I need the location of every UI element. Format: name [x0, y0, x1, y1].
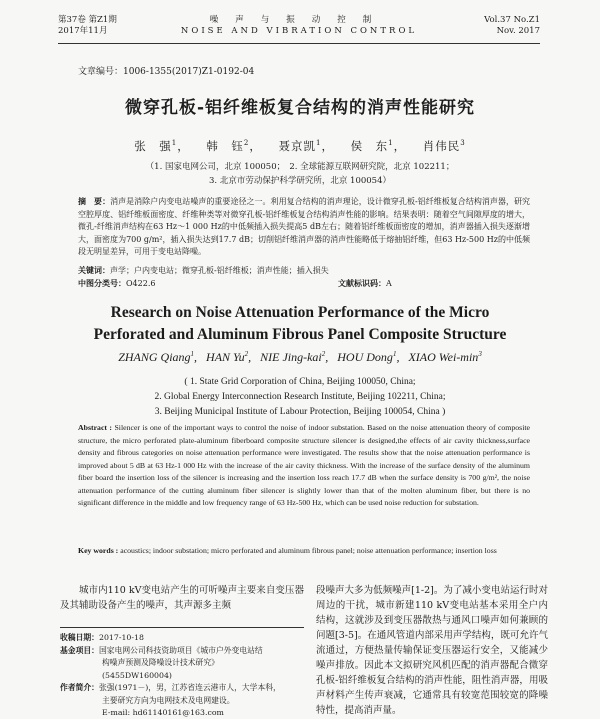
- body-paragraph: 段噪声大多为低频噪声[1-2]。为了减小变电站运行时对周边的干扰，城市新建110 kV变电站基本采用全户内结构，这就涉及到变压器散热与通风口噪声如何兼顾的问题[3-5]。在通风管道内部采用声学结构，既可允许气流通过，方便热量传输保证变压器运行安全，又能减少噪声排放。因此本文拟研究风机匹配的消声器配合微穿孔板-铝纤维板复合结构的消声性能，阻性消声器，用吸声材料产生传声衰减，它通常具有较宽范围较宽的降噪特性，提高消声量。: [316, 585, 548, 716]
- keywords-text-cn: 声学；户内变电站；微穿孔板-铝纤维板；消声性能；插入损失: [110, 266, 329, 275]
- journal-title-cn: 噪声与振动控制: [209, 15, 389, 25]
- author-en: HOU Dong$^1$,: [337, 350, 400, 364]
- volume-issue: 第37卷 第Z1期: [58, 15, 117, 25]
- title-line: Research on Noise Attenuation Performance of the Micro: [110, 304, 490, 321]
- issue-date: 2017年11月: [58, 26, 108, 36]
- author-bio-cont: 主要研究方向为电网技术及电网建设。: [102, 695, 235, 705]
- author-cn: 张 强$^1$，: [134, 139, 190, 153]
- author-cn: 韩 钰$^2$，: [206, 139, 262, 153]
- paper-title-cn: 微穿孔板-铝纤维板复合结构的消声性能研究: [124, 98, 476, 118]
- author-list-cn: [0, 138, 600, 154]
- document-code: 文献标识码：A: [338, 278, 392, 288]
- keywords-label-cn: 关键词：: [78, 265, 110, 275]
- affiliations-en: [0, 375, 600, 420]
- clc-code: O422.6: [126, 279, 156, 288]
- volume-issue-en: Vol.37 No.Z1: [484, 15, 540, 25]
- keywords-text-en: acoustics; indoor substation; micro perforated and aluminum fibrous panel; noise attenuation performance; insertion loss: [120, 546, 497, 555]
- classification-row: [78, 277, 530, 290]
- article-number: 文章编号：1006-1355(2017)Z1-0192-04: [78, 67, 255, 77]
- abstract-text-en: Silencer is one of the important ways to control the noise of indoor substation. Based on the noise attenuation theory of composite structure, the micro perforated plate-aluminum fiberboard composite structure silencer is designed,the effects of air cavity thickness,surface density and fibrous categories on noise attenuation performance were investigated. The results show that the noise attenuation performance is improved about 5 dB at 63 Hz-1 000 Hz with the increase of the air cavity thickness. With the increase of the surface density of the aluminum fiber board the insertion loss of the silencer is increasing and the insertion loss reach 17.7 dB when the surface density is 700 g/m², the noise attenuation performance of the cutting aluminum fiber silencer is slightly lower than that of the molten aluminum fiber, but there is no significant difference in the middle and low frequency range of 63 Hz-500 Hz, which can be used noise reduction for substation.: [78, 423, 530, 507]
- abstract-en: [78, 422, 530, 510]
- author-en: ZHANG Qiang$^1$,: [118, 350, 198, 364]
- abstract-label-en: Abstract :: [78, 423, 113, 432]
- issue-date-en: Nov. 2017: [496, 26, 540, 36]
- body-paragraph: 城市内110 kV变电站产生的可听噪声主要来自变压器及其辅助设备产生的噪声，其声源多主频: [60, 585, 304, 611]
- clc-label: 中图分类号：: [78, 278, 126, 288]
- abstract-text-cn: 消声是消除户内变电站噪声的重要途径之一。利用复合结构的消声理论，设计微穿孔板-铝纤维板复合结构消声器，研究空腔厚度、铝纤维板面密度、纤维种类等对微穿孔板-铝纤维板复合结构消声性能的影响。结果表明：随着空气间隙厚度的增大，微孔-纤维消声结构在63 Hz～1 000 Hz的中低频插入损失提高5 dB左右；随着铝纤维板面密度的增加，消声器插入损失逐渐增大，面密度为700 g/m²，插入损失达到17.7 dB；切削铝纤维消声器的消声性能略低于熔抽铝纤维，但63 Hz-500 Hz的中低频段无明显差异，可用于变电站降噪。: [78, 197, 530, 256]
- journal-title-en: NOISE AND VIBRATION CONTROL: [180, 26, 418, 36]
- title-line: Perforated and Aluminum Fibrous Panel Composite Structure: [93, 326, 507, 343]
- author-en: NIE Jing-kai$^2$,: [260, 350, 329, 364]
- keywords-label-en: Key words :: [78, 546, 119, 555]
- journal-title: [58, 15, 540, 37]
- running-header: [58, 14, 540, 44]
- fund-project-cont: 构噪声预测及降噪设计技术研究》: [102, 658, 219, 667]
- author-cn: 聂京凯$^1$，: [278, 139, 334, 153]
- footnote: [60, 627, 304, 719]
- author-en: XIAO Wei-$\min^3$: [408, 350, 482, 364]
- received-date: 收稿日期： 2017-10-18: [60, 633, 144, 642]
- affiliation-line-en: 3. Beijing Municipal Institute of Labour Protection, Beijing 100054, China ): [154, 407, 446, 417]
- affiliations-cn: [0, 160, 600, 188]
- affiliation-line-en: 2. Global Energy Interconnection Research Institute, Beijing 102211, China;: [154, 392, 446, 402]
- author-list-en: [0, 350, 600, 365]
- affiliation-line-en: ( 1. State Grid Corporation of China, Beijing 100050, China;: [184, 377, 416, 387]
- author-cn: 侯 东$^1$，: [350, 139, 407, 153]
- fund-project-number: (5455DW160004): [102, 670, 172, 680]
- body-column-right: [316, 583, 548, 718]
- fund-project: 基金项目： 国家电网公司科技资助项目《城市户外变电站结: [60, 645, 263, 655]
- affiliation-line: （1. 国家电网公司，北京 100050； 2. 全球能源互联网研究院，北京 102211；: [145, 162, 455, 172]
- author-email: E-mail: hd61140161@163.com: [102, 708, 224, 717]
- paper-title-en: [0, 302, 600, 346]
- abstract-cn: [78, 195, 530, 259]
- body-column-left: [60, 583, 304, 613]
- keywords-en: [78, 545, 530, 558]
- author-cn: 肖伟民$^3$: [422, 139, 466, 153]
- author-en: HAN Yu$^2$,: [206, 350, 252, 364]
- journal-volume-en: [484, 15, 540, 37]
- abstract-label-cn: 摘 要：: [78, 196, 111, 206]
- author-bio: 作者简介： 张强(1971－)，男，江苏省连云港市人，大学本科，: [60, 683, 281, 692]
- keywords-cn: [78, 264, 530, 277]
- affiliation-line: 3. 北京市劳动保护科学研究所，北京 100054）: [209, 176, 391, 186]
